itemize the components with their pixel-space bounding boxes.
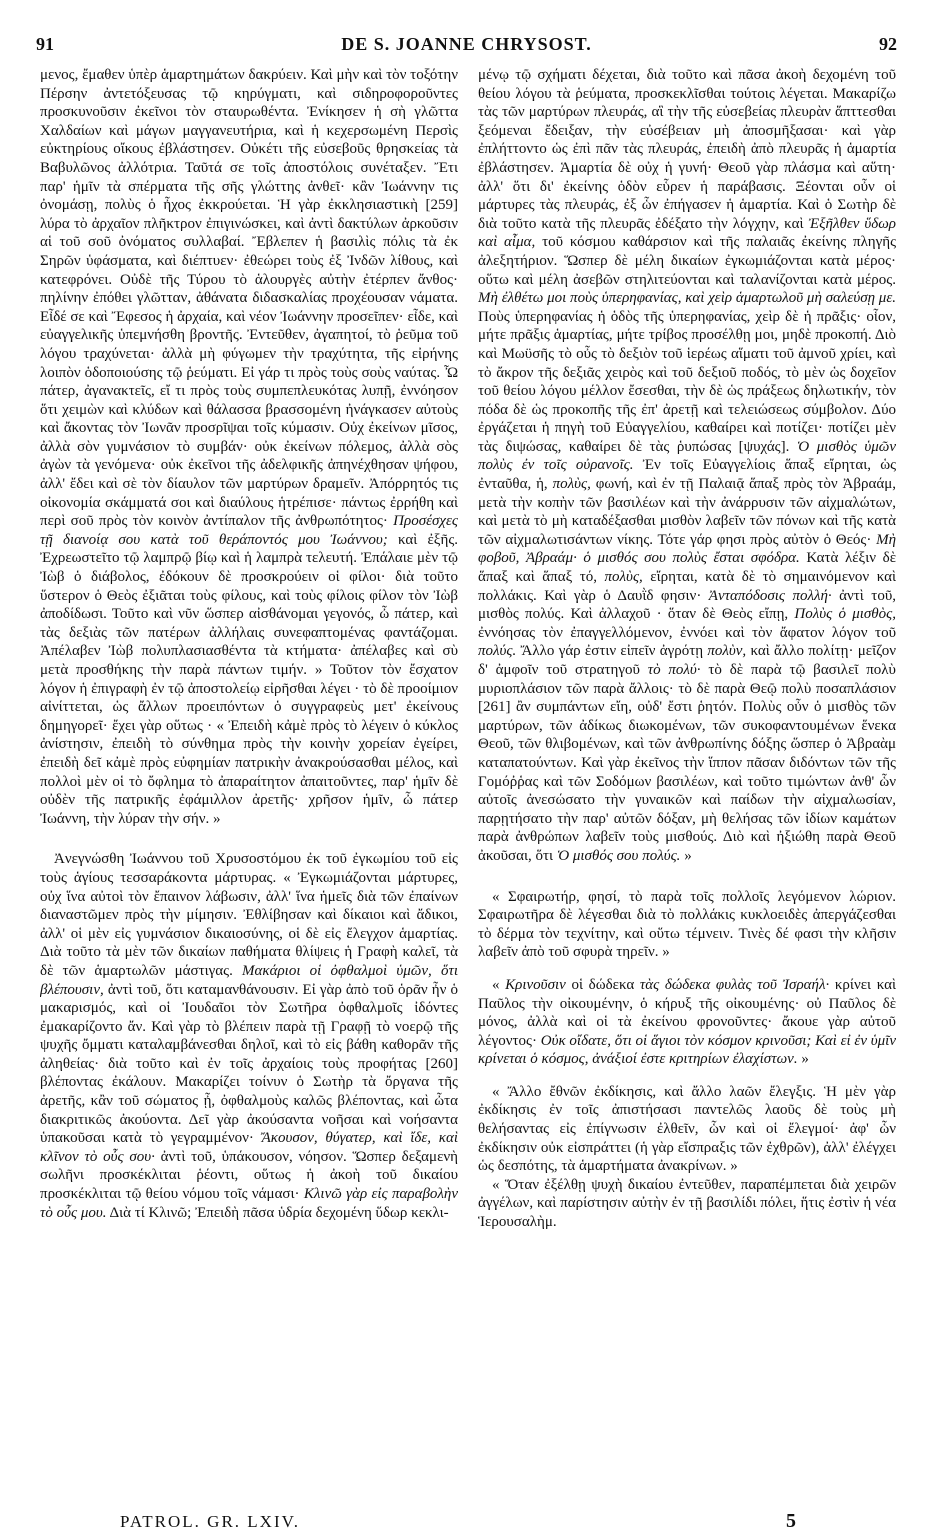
paragraph: « Σφαιρωτήρ, φησί, τὸ παρὰ τοῖς πολλοῖς λεγόμενον λώριον. Σφαιρωτῆρα δὲ λέγεσθαι διὰ τὸ πολλάκις κυκλοειδὲς ἀπεργάζεσθαι τὸ δέρμα τὸν τεχνίτην, καὶ οὕτω τέμνειν. Τινὲς δέ φασι τὴν κλῆσιν λαβεῖν ἀπὸ τοῦ σφυρὰ τηρεῖν. » xyxy=(478,888,896,961)
page-number-left: 91 xyxy=(36,34,54,54)
paragraph: μενος, ἔμαθεν ὑπὲρ ἁμαρτημάτων δακρύειν. Καὶ μὴν καὶ τὸν τοξότην Πέρσην ἀντετόξευσας τῷ κηρύγματι, καὶ σιδηροφοροῦντες προσκυνοῦσιν ἐκεῖνοι τὸν σταυρωθέντα. Ἐνίκησεν ἡ σὴ γλῶττα Χαλδαίων καὶ μάγων μαγγανευτήρια, καὶ ἡ κεχερσωμένη Περσὶς εὐκτηρίους οἴκους ἐβλάστησεν. Οὐκέτι τῆς εὐσεβοῦς θρησκείας τὰ Βαβυλῶνος ἀλλότρια. Ταῦτά σε τοῖς ἀποστόλοις συνέταξεν. Ἔτι παρ' ἡμῖν τὰ σπέρματα τῆς σῆς γλώττης ἀνθεῖ· κἂν Ἰωάννην τις ὀνομάσῃ, πολὺς ὁ ἦχος ἐκκρούεται. Ἡ γὰρ ἐκκλησιαστικὴ [259] λύρα τὸ ἀρχαῖον πλῆκτρον ἐπιγινώσκει, καὶ ἀντὶ δακτύλων ἀρκοῦσιν αἱ τοῦ σοῦ ὀνόματος συλλαβαί. Ἔβλεπεν ἡ βασιλὶς πόλις τὰ ἐκ Σηρῶν ὑφάσματα, καὶ διέπτυεν· ἐθεώρει τοὺς ἐξ Ἰνδῶν λίθους, καὶ κατεφρόνει. Οὐδὲ τῆς Τύρου τὸ ἁλουργὲς αὐτὴν ἐτέρπεν ἄνθος· πηλίνην ἐπόθει γλῶτταν, ἀθάνατα διδασκαλίας προχέουσαν νάματα. Εἶδέ σε καὶ Ἔφεσος ἡ ἀρχαία, καὶ νέον Ἰωάννην προσεῖπεν· εἶδε, καὶ εὐαγγελικῆς ὑπεμνήσθη βροντῆς. Ἐντεῦθεν, ἀγαπητοί, τὸ ῥεῦμα τοῦ λόγου τραχύνεται· ἀλλὰ μὴ φύγωμεν τὴν τραχύτητα, τῆς εἰρήνης λοιπὸν ὁδοποιούσης τῷ ῥεύματι. Εἰ γάρ τι πρὸς τοὺς σοὺς ναύτας. Ὦ πάτερ, ἀγανακτεῖς, εἴ τι πρὸς τοὺς συμπεπλευκότας λυπῇ, ἐννόησον ὅτι χειμὼν καὶ κλύδων καὶ θάλασσα βρασσομένη ἠνάγκασεν αὐτοὺς καὶ ἄκοντας τὸν Ἰωνᾶν προσρῖψαι τοῖς κύμασιν. Οὐχ ἐκείνων μῖσος, ἀλλὰ σὸν γυμνάσιον τὸ συμβάν· οὐκ ἐκείνων πόλεμος, ἀλλὰ σὸς ἀγὼν τὰ γενόμενα· οὐκ ἐκεῖνοι τῆς ἀδελφικῆς ἀπηνέχθησαν ψήφου, ἀλλ' ἔδει καὶ σὲ τὸν δίαυλον τῶν μαρτύρων δραμεῖν. Ἀπόρρητός τις οἰκονομία σκάμματά σοι καὶ διαύλους ἡτρέπισε· πάντως ἐρρήθη καὶ περὶ σοῦ πρὸς τὸν κοινὸν ἀντίπαλον τῆς ἀνθρωπότητος· Προσέσχες τῇ διανοίᾳ σου κατὰ τοῦ θεράποντός μου Ἰωάννου; καὶ ἐξῆς. Ἐχρεωστεῖτο τῷ λαμπρῷ βίῳ καὶ ἡ λαμπρὰ τελευτή. Ἐπάλαιε μὲν τῷ Ἰὼβ ὁ διάβολος, ἐδόκουν δὲ προσκρούειν οἱ φίλοι· διὰ τοῦτο ὕστερον ὁ Θεὸς ἐξιᾶται τοὺς φίλους, καὶ τοὺς φίλοις φίλον τὸν Ἰὼβ ἀποδίδωσι. Τοῦτο καὶ νῦν ὥσπερ αἰσθάνομαι γεγονός, ὦ πάτερ, καὶ τὰς δεξιὰς τῶν πατέρων ἀλλήλαις συνεφαπτομένας φαντάζομαι. Ἀπέλαβεν Ἰὼβ πολυπλασιασθέντα τὰ κτήματα· ἀπέλαβες καὶ σὺ μετὰ προσθήκης τὴν παρὰ πάντων τιμήν. » Τοῦτον τὸν ἔσχατον λόγον ἡ ἐπιγραφὴ ἐν τῷ ἀποστολείῳ εἰρῆσθαι λέγει · τὸ δὲ προοίμιον αἰνίττεται, ὡς ἄλλων προειπόντων ὁ συγγραφεὺς μετ' ἐκείνους δημηγορεῖ· ἔχει γὰρ οὕτως · « Ἐπειδὴ κἀμὲ πρὸς τὸ λέγειν ὁ κύκλος ἀνίστησιν, ἐπειδὴ τὸ σύνθημα πρὸς τὴν κοινὴν χορείαν ἐγείρει, ἐπειδὴ δεῖ κἀμὲ πρὸς εὐφημίαν πατρικὴν ἀνακρούσασθαι μέλος, καὶ πολλοὶ μὲν οἱ τὸ ὄφλημα τὸ ἀπαραίτητον ἀπαιτοῦντες, παρ' ἡμῖν δὲ οὐδὲν τῆς πατρικῆς ἐφάμιλλον ἀρετῆς· χρῆσον ἡμῖν, ὦ πάτερ Ἰωάννη, τὴν λύραν τὴν σήν. » xyxy=(40,67,458,827)
scripture-quote: Ἄκουσον, θύγατερ, καὶ ἴδε, καὶ κλῖνον τὸ οὖς σου· xyxy=(40,1130,458,1165)
scripture-quote: Ἀνταπόδοσις πολλή· xyxy=(708,587,832,604)
signature-mark: PATROL. GR. LXIV. xyxy=(120,1512,300,1531)
scripture-quote: πολύς. xyxy=(478,643,517,660)
scripture-quote: Κλινῶ γὰρ εἰς παραβολὴν τὸ οὖς μου. xyxy=(40,1186,458,1221)
scripture-quote: Πολὺς ὁ μισθὸς, xyxy=(794,606,896,623)
paragraph: « Ὅταν ἐξέλθῃ ψυχὴ δικαίου ἐντεῦθεν, παραπέμπεται διὰ χειρῶν ἀγγέλων, καὶ παρίστησιν αὐτὴν ἐν τῇ βασιλίδι πόλει, ἥτις ἐστὶν ἡ νέα Ἱερουσαλὴμ. xyxy=(478,1176,896,1231)
scripture-quote: τὸ πολύ· xyxy=(647,662,701,678)
paragraph: « Ἄλλο ἔθνῶν ἐκδίκησις, καὶ ἄλλο λαῶν ἔλεγξις. Ἡ μὲν γὰρ ἐκδίκησις ἐν τοῖς ἀπιστήσασι παντελῶς λαοῦς δὲ τοὺς μὴ θελήσαντας εἰς ἐπίγνωσιν ἐλθεῖν, ὧν καὶ οἱ ἔλεγμοί· ἀφ' ὧν ἐκδίκησιν οὐκ εἰσπράττει (ἡ γὰρ εἴσπραξις τῶν ἐχθρῶν), ἀλλ' ἐλέγχει ὡς δεσπότης, τὰ ἁμαρτήματα ἀνακρίνων. » xyxy=(478,1083,896,1175)
paragraph: Ἀνεγνώσθη Ἰωάννου τοῦ Χρυσοστόμου ἐκ τοῦ ἐγκωμίου τοῦ εἰς τοὺς ἁγίους τεσσαράκοντα μάρτυρας. « Ἐγκωμιάζονται μάρτυρες, οὐχ ἵνα αὐτοὶ τὸν ἔπαινον λάβωσιν, ἀλλ' ἵνα ἡμεῖς διὰ τῶν ἐπαίνων διαναστῶμεν πρὸς τὴν μίμησιν. Ἐθλίβησαν καὶ δίκαιοι καὶ ἄδικοι, ἀλλ' οἱ μὲν εἰς γυμνάσιον δικαιοσύνης, οἱ δὲ εἰς ἔλεγχον ἁμαρτίας. Διὰ τοῦτο τὰ μὲν τῶν δικαίων παθήματα θλίψεις ἡ Γραφὴ καλεῖ, τὰ δὲ τῶν ἁμαρτωλῶν μάστιγας. Μακάριοι οἱ ὀφθαλμοὶ ὑμῶν, ὅτι βλέπουσιν, ἀντὶ τοῦ, ὅτι καταμανθάνουσιν. Εἰ γὰρ ἀπὸ τοῦ ὁρᾶν ἦν ὁ μακαρισμός, καὶ οἱ Ἰουδαῖοι τὸν Σωτῆρα ὀφθαλμοῖς ἰδόντες ἐμακαρίζοντο ἄν. Καὶ γὰρ τὸ βλέπειν παρὰ τῇ Γραφῇ τὸ νοερῷ τῆς ψυχῆς ὄμματι καταλαμβάνεσθαι δηλοῖ, καὶ τὸ εἰς βάθη καθορᾶν τῆς ἀληθείας· διὰ τοῦτο καὶ ἐν τοῖς ἀρχαίοις τοὺς προφήτας [260] βλέποντας ἐκάλουν. Μακαρίζει τοίνυν ὁ Σωτὴρ τὰ ὄργανα τῆς ἀρετῆς, κἂν τοῦ σώματος ᾖ, ὀφθαλμοὺς καλῶς βλέποντας, καὶ ὦτα διακριτικῶς ἀκούοντα. Δεῖ γὰρ ἀκούσαντα νοῆσαι καὶ νοήσαντα ὑπακοῦσαι κατὰ τὸ γεγραμμένον· Ἄκουσον, θύγατερ, καὶ ἴδε, καὶ κλῖνον τὸ οὖς σου· ἀντὶ τοῦ, ὑπάκουσον, νόησον. Ὥσπερ δεξαμενὴ σωλῆνι προσκέκλιται ῥέοντι, οὕτως ἡ ἀκοὴ τοῦ δικαίου προσκέκλιται τῷ θείου νόμου τοῖς νάμασι· Κλινῶ γὰρ εἰς παραβολὴν τὸ οὖς μου. Διὰ τί Κλινῶ; Ἐπειδὴ πᾶσα ὑδρία δεχομένη ὕδωρ κεκλι- xyxy=(40,851,458,1221)
page-number-right: 92 xyxy=(879,34,897,54)
paragraph: μένῳ τῷ σχήματι δέχεται, διὰ τοῦτο καὶ πᾶσα ἀκοὴ δεχομένη τοῦ θείου λόγου τὰ ῥεύματα, προσκεκλῖσθαι τούτοις λέγεται. Μακαρίζω τὰς τῶν μαρτύρων πλευράς, αἳ τὴν τῆς εὐσεβείας πλευρὰν ἅπττεσθαι ξεόμεναι ἔδειξαν, τὴν εὐσέβειαν μὴ ἀποσμῆξασαι· καὶ γὰρ ἐπλήττοντο ὡς ἐπὶ πᾶν τὰς πλευράς, ἐπειδὴ ἀπὸ πλευρᾶς ἡ ἁμαρτία ἐβλάστησεν. Ἁμαρτία δὲ οὐχ ἡ γυνή· Θεοῦ γὰρ πλάσμα καὶ αὕτη· ἀλλ' ὅτι δι' ἐκείνης ὁδὸν εὗρεν ἡ παράβασις. Ξέονται οὖν οἱ μάρτυρες τὰς πλευράς, ἐξ ὧν ἐπήγασεν ἡ ἁμαρτία. Καὶ ὁ Σωτὴρ δὲ διὰ τοῦτο κατὰ τῆς πλευρᾶς ἐδέξατο τὴν λόγχην, καὶ Ἐξῆλθεν ὕδωρ καὶ αἷμα, τοῦ κόσμου καθάρσιον καὶ τῆς παλαιᾶς ἐκείνης πληγῆς ἀλεξητήριον. Ὥσπερ δὲ μέλη δικαίων ἐγκωμιάζονται κατὰ μέρος· οὕτω καὶ μέλη ἀσεβῶν στηλιτεύονται καὶ ταλανίζονται κατὰ μέρος. Μὴ ἐλθέτω μοι ποὺς ὑπερηφανίας, καὶ χεὶρ ἁμαρτωλοῦ μὴ σαλεύσῃ με. Ποὺς ὑπερηφανίας ἡ ὁδὸς τῆς ὑπερηφανίας, χεὶρ δὲ ἡ πρᾶξις· οἷον, μήτε πρᾶξις ἁμαρτίας, μήτε τρίβος προσέλθῃ μοι, μηδὲ προκοπή. Διὸ καὶ Μωϋσῆς τὸ οὖς τὸ δεξιὸν τοῦ ἱερέως αἵματι τοῦ ἀμνοῦ χρίει, καὶ τὸ ἄκρον τῆς δεξιᾶς χειρὸς καὶ τοῦ δεξιοῦ ποδός, τὸ μὲν ὡς δοχεῖον τοῦ θείου λόγου μέλλον ἔσεσθαι, τὴν δὲ ὡς πράξεως δηλωτικήν, τὸν πόδα δὲ ὡς προκοπῆς τῆς ἐπ' ἀρετῇ καὶ τελειώσεως σύμβολον. Δύο ἐργάζεται ἡ πηγὴ τοῦ Εὐαγγελίου, καθαίρει καὶ ποτίζει· ποτίζει μὲν τὰς διψώσας, καθαίρει δὲ τὰς ῥυπώσας [ψυχάς]. Ὁ μισθὸς ὑμῶν πολὺς ἐν τοῖς οὐρανοῖς. Ἐν τοῖς Εὐαγγελίοις ἅπαξ εἴρηται, ὡς ἐνταῦθα, ἡ, πολὺς, φωνή, καὶ ἐν τῇ Παλαιᾷ ἅπαξ πρὸς τὸν Ἀβραάμ, μετὰ τὴν κοπὴν τῶν βασιλέων καὶ τὴν ἀνάρρυσιν τῶν αἰχμαλώτων, καὶ μετὰ τὸ μὴ καταδέξασθαι μισθὸν λαβεῖν τῶν πόνων καὶ τῆς κατὰ τῶν αἰχμαλωτισάντων νίκης. Τότε γάρ φησι πρὸς αὐτὸν ὁ Θεός· Μὴ φοβοῦ, Ἀβραάμ· ὁ μισθός σου πολὺς ἔσται σφόδρα. Κατὰ λέξιν δὲ ἅπαξ καὶ ἅπαξ τό, πολὺς, εἴρηται, κατὰ δὲ τὸ σημαινόμενον καὶ πολλάκις. Καὶ γὰρ ὁ Δαυῒδ φησιν· Ἀνταπόδοσις πολλή· ἀντὶ τοῦ, μισθὸς πολύς. Καὶ ἀλλαχοῦ · ὅταν δὲ Θεὸς εἴπῃ, Πολὺς ὁ μισθὸς, ἐννόησας τὸν ἐπαγγελλόμενον, ἐννόει καὶ τὸν ἄφατον λόγον τοῦ πολύς. Ἄλλο γάρ ἐστιν εἰπεῖν ἀγρότῃ πολὺν, καὶ ἄλλο πολίτῃ· μεῖζον δ' ἀμφοῖν τοῦ στρατηγοῦ τὸ πολύ· τὸ δὲ παρὰ τῷ βασιλεῖ πολὺ μυριοπλάσιον τῶν παρὰ ἄλλοις· τὸ δὲ παρὰ Θεῷ πολὺ ποσαπλάσιον [261] ἂν συμπάντων εἴη, οὐδ' ἔστι ῥητόν. Πολὺς οὖν ὁ μισθὸς τῶν μαρτύρων, τῶν ἀδίκως διωκομένων, τῶν συκοφαντουμένων ἕνεκα Θεοῦ, τῶν θλιβομένων, καὶ τῶν ἀνθρωπίνης δόξης ὥσπερ ὁ Ἀβραὰμ καταπατούντων. Καὶ γὰρ ἐκεῖνος τὴν ἵππον πᾶσαν διδόντων τῶν τῆς Γομόῤῥας καὶ τῶν Σοδόμων βασιλέων, καὶ τοῦτο τιμώντων ἀνθ' ὧν αὐτοῖς ἀνεσώσατο τὴν γυναικῶν καὶ παίδων τὴν αἰχμαλωσίαν, παρῃτήσατο τὴν παρ' αὐτῶν δόξαν, μὴ θελήσας τῶν ἰδίων καμάτων παρὰ ἀνθρώπων λαβεῖν τοὺς μισθούς. Διὸ καὶ ἠξιώθη παρὰ Θεοῦ ἀκοῦσαι, ὅτι Ὁ μισθός σου πολύς. » xyxy=(478,67,896,864)
column-divider xyxy=(468,66,469,1498)
scripture-quote: Κρινοῦσιν xyxy=(505,976,566,993)
scripture-quote: πολὺς, xyxy=(604,569,643,586)
scripture-quote: Οὐκ οἴδατε, ὅτι οἱ ἅγιοι τὸν κόσμον κρινοῦσι; Καὶ εἰ ἐν ὑμῖν κρίνεται ὁ κόσμος, ἀνάξιοί ἐστε κριτηρίων ἐλαχίστων. xyxy=(478,1032,896,1068)
scripture-quote: τὰς δώδεκα φυλὰς τοῦ Ἰσραήλ· xyxy=(639,976,830,993)
scripture-quote: πολὺς, xyxy=(552,476,591,493)
left-column xyxy=(40,66,458,1498)
running-title: DE S. JOANNE CHRYSOST. xyxy=(341,34,592,54)
scripture-quote: πολὺν, xyxy=(707,643,747,660)
gathering-number: 5 xyxy=(786,1510,796,1532)
scripture-quote: Μὴ ἐλθέτω μοι ποὺς ὑπερηφανίας, καὶ χεὶρ ἁμαρτωλοῦ μὴ σαλεύσῃ με. xyxy=(478,290,896,307)
paragraph: « Κρινοῦσιν οἱ δώδεκα τὰς δώδεκα φυλὰς τοῦ Ἰσραήλ· κρίνει καὶ Παῦλος τὴν οἰκουμένην, ὁ κήρυξ τῆς οἰκουμένης· οὐ Παῦλος δὲ μόνος, ἀλλὰ καὶ οἱ τὰ ἐκείνου φρονοῦντες· ἄκουε γὰρ αὐτοῦ λέγοντος· Οὐκ οἴδατε, ὅτι οἱ ἅγιοι τὸν κόσμον κρινοῦσι; Καὶ εἰ ἐν ὑμῖν κρίνεται ὁ κόσμος, ἀνάξιοί ἐστε κριτηρίων ἐλαχίστων. » xyxy=(478,976,896,1068)
scripture-quote: Ὁ μισθὸς ὑμῶν πολὺς ἐν τοῖς οὐρανοῖς. xyxy=(478,438,896,474)
scripture-quote: Ὁ μισθός σου πολύς. xyxy=(556,847,681,864)
scripture-quote: Μακάριοι οἱ ὀφθαλμοὶ ὑμῶν, ὅτι βλέπουσιν, xyxy=(40,962,458,998)
scripture-quote: Ἐξῆλθεν ὕδωρ καὶ αἷμα, xyxy=(478,215,896,251)
right-column xyxy=(478,66,896,1498)
page-header xyxy=(36,34,897,58)
scripture-quote: Προσέσχες τῇ διανοίᾳ σου κατὰ τοῦ θεράποντός μου Ἰωάννου; xyxy=(40,513,458,548)
scripture-quote: Μὴ φοβοῦ, Ἀβραάμ· ὁ μισθός σου πολὺς ἔσται σφόδρα. xyxy=(478,531,896,567)
